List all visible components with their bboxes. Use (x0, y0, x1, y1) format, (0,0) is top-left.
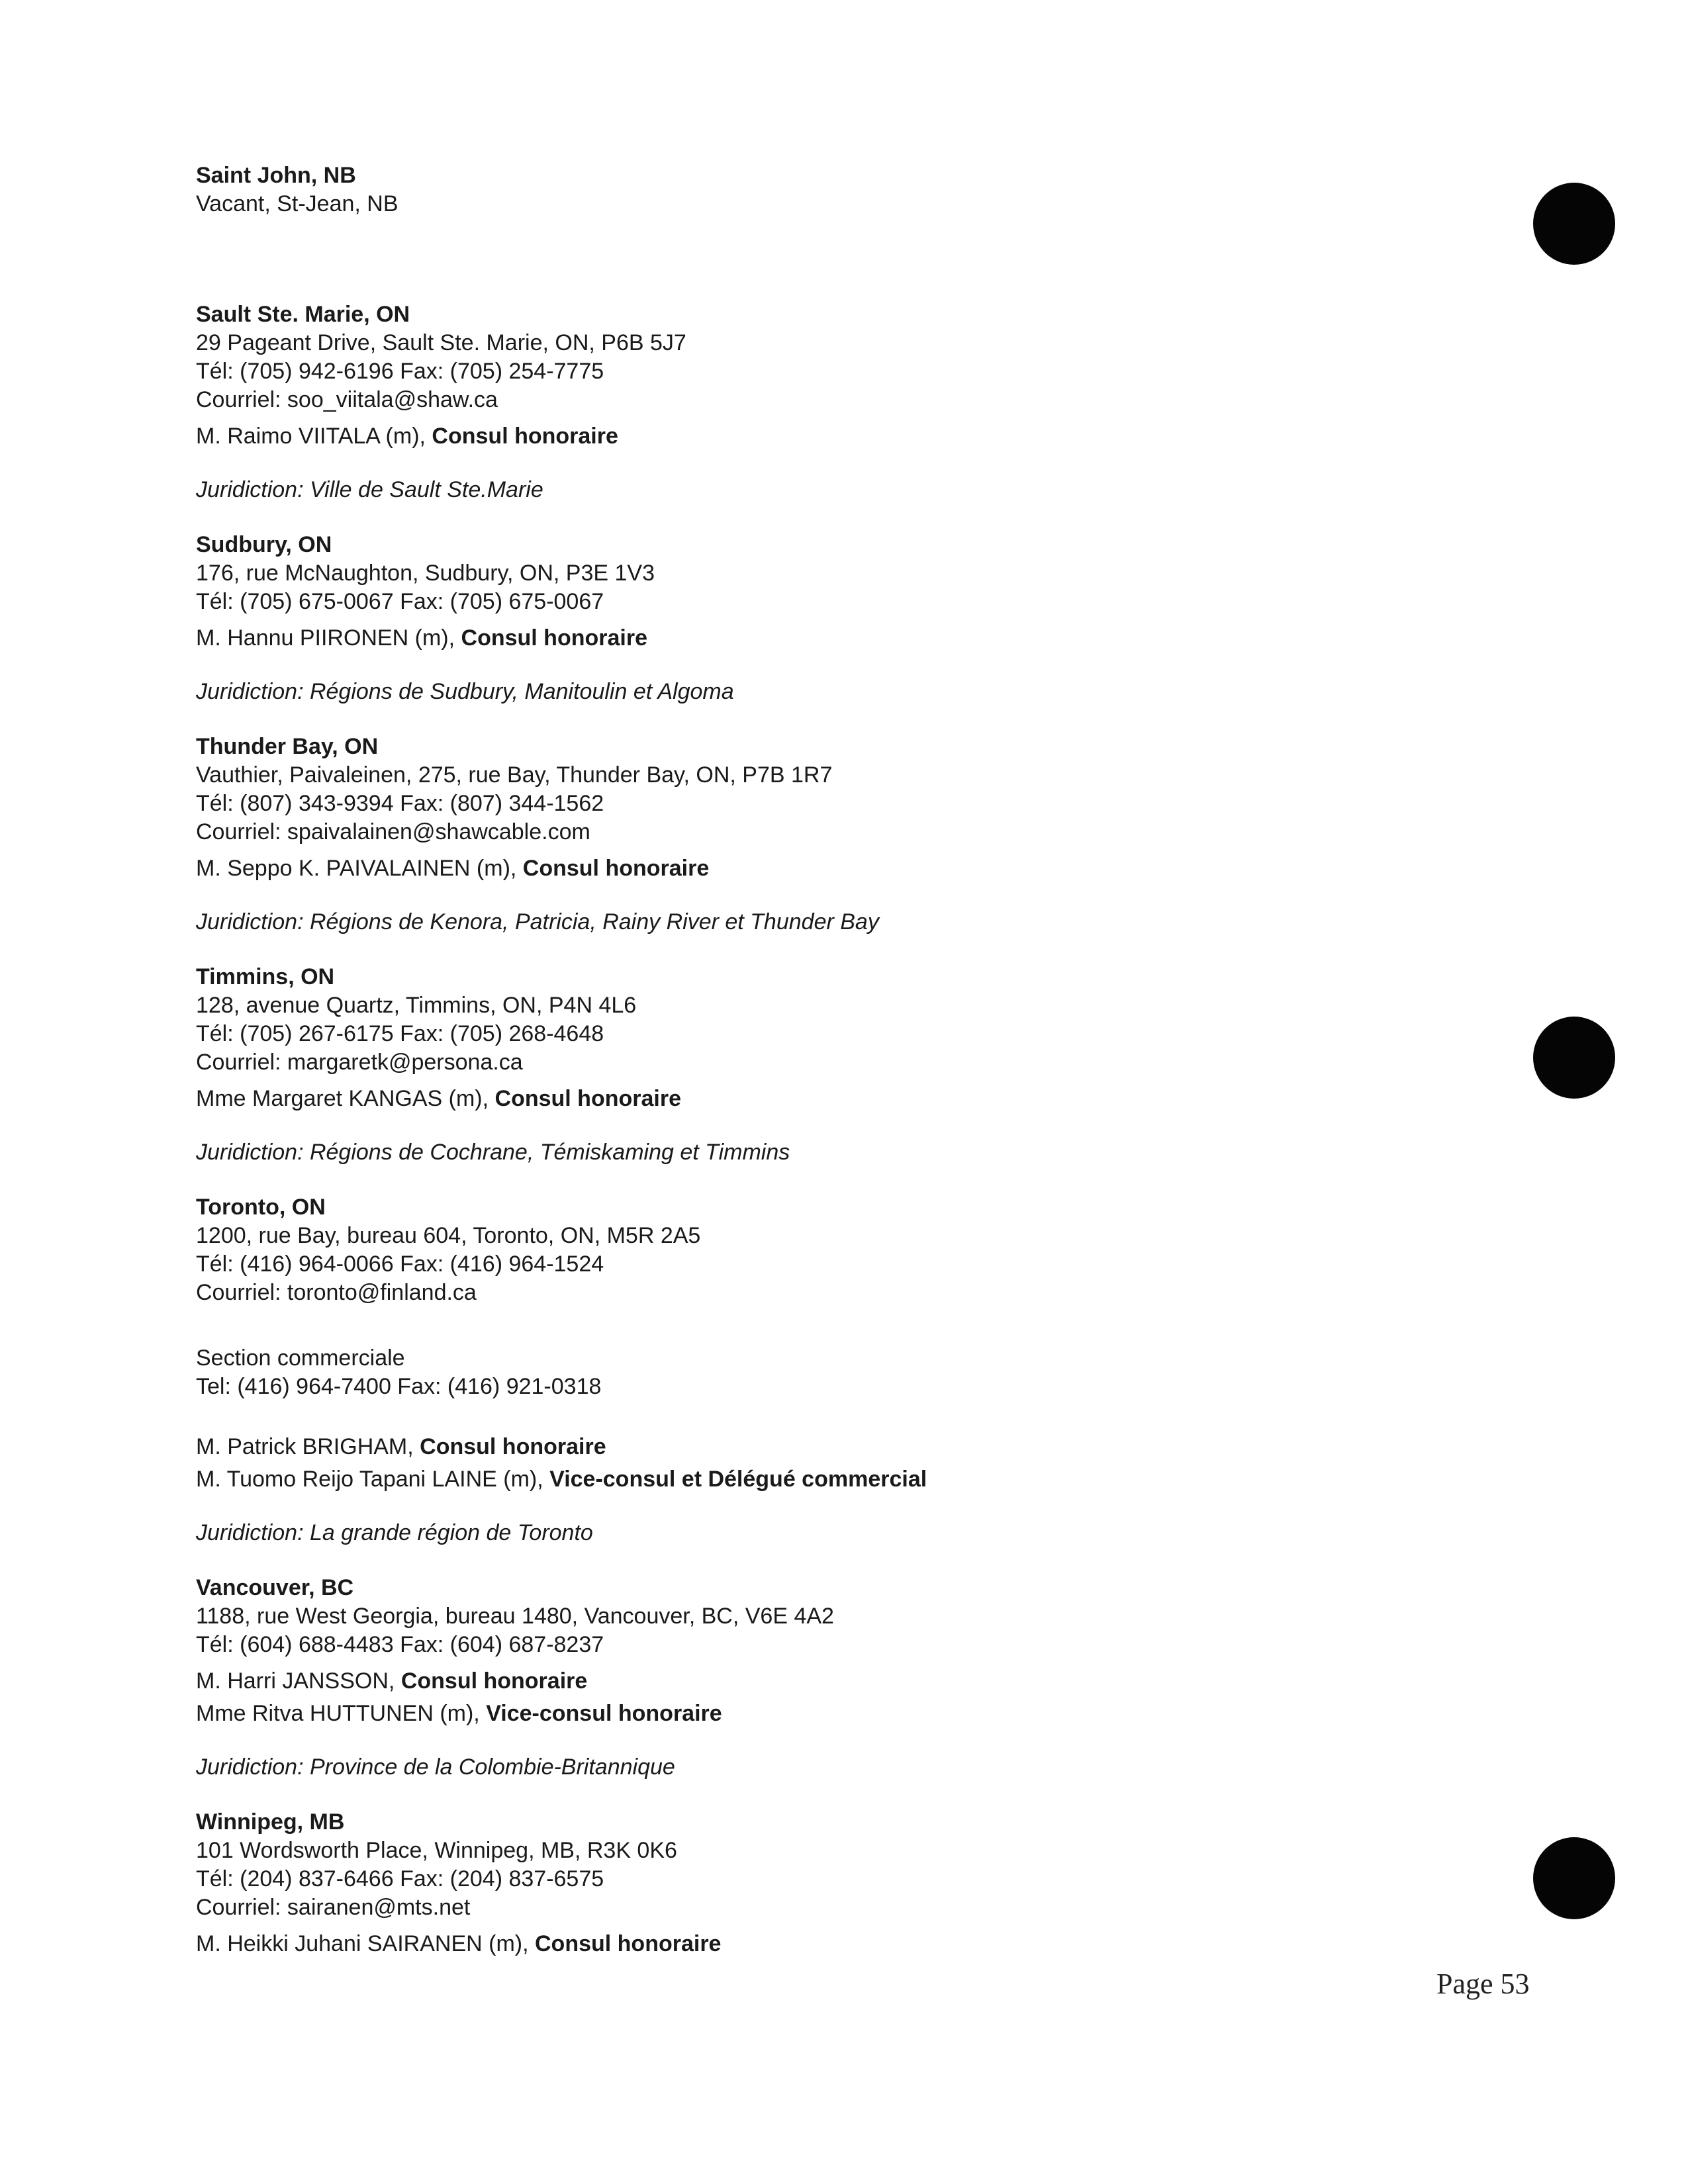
person-name: M. Tuomo Reijo Tapani LAINE (m), (196, 1467, 550, 1492)
person-title: Consul honoraire (400, 1668, 588, 1694)
person-title: Consul honoraire (461, 625, 647, 651)
person-title: Consul honoraire (535, 1931, 722, 1956)
address-line: 101 Wordsworth Place, Winnipeg, MB, R3K 0K6 (196, 1838, 677, 1863)
jurisdiction: Juridiction: Régions de Cochrane, Témiskaming et Timmins (196, 1140, 790, 1165)
phone-line: Tél: (807) 343-9394 Fax: (807) 344-1562 (196, 791, 604, 816)
email-line: Courriel: sairanen@mts.net (196, 1895, 471, 1920)
phone-line: Tél: (204) 837-6466 Fax: (204) 837-6575 (196, 1866, 604, 1891)
person-name: M. Seppo K. PAIVALAINEN (m), (196, 856, 523, 881)
address-line: 29 Pageant Drive, Sault Ste. Marie, ON, P6B 5J7 (196, 330, 686, 355)
email-line: Courriel: soo_viitala@shaw.ca (196, 387, 498, 412)
entry-sault-ste-marie (196, 300, 1454, 504)
commercial-section (196, 1344, 1454, 1401)
document-body (196, 161, 1454, 1985)
address-line: Vacant, St-Jean, NB (196, 191, 399, 216)
person-name: M. Hannu PIIRONEN (m), (196, 625, 461, 651)
section-label: Section commerciale (196, 1345, 405, 1371)
phone-line: Tél: (604) 688-4483 Fax: (604) 687-8237 (196, 1632, 604, 1657)
person-title: Consul honoraire (432, 424, 618, 449)
address-line: 1200, rue Bay, bureau 604, Toronto, ON, M5R 2A5 (196, 1223, 701, 1248)
section-phone-line: Tel: (416) 964-7400 Fax: (416) 921-0318 (196, 1374, 602, 1399)
person-name: M. Patrick BRIGHAM, (196, 1434, 420, 1459)
vice-consul-line (196, 1465, 1454, 1494)
vice-consul-line (196, 1700, 1454, 1728)
consul-line (196, 1433, 1454, 1461)
person-title: Consul honoraire (420, 1434, 606, 1459)
jurisdiction: Juridiction: La grande région de Toronto (196, 1520, 593, 1545)
address-line: 1188, rue West Georgia, bureau 1480, Vancouver, BC, V6E 4A2 (196, 1604, 834, 1629)
person-name: M. Raimo VIITALA (m), (196, 424, 432, 449)
person-title: Vice-consul et Délégué commercial (549, 1467, 927, 1492)
person-title: Consul honoraire (494, 1086, 681, 1111)
entry-sudbury (196, 531, 1454, 706)
address-line: 128, avenue Quartz, Timmins, ON, P4N 4L6 (196, 993, 637, 1018)
city-heading: Sault Ste. Marie, ON (196, 302, 410, 327)
consul-line (196, 1085, 1454, 1113)
consul-line (196, 1930, 1454, 1958)
address-line: 176, rue McNaughton, Sudbury, ON, P3E 1V3 (196, 561, 655, 586)
entry-saint-john (196, 161, 1454, 218)
person-name: M. Harri JANSSON, (196, 1668, 401, 1694)
city-heading: Vancouver, BC (196, 1575, 354, 1600)
person-title: Consul honoraire (522, 856, 710, 881)
address-line: Vauthier, Paivaleinen, 275, rue Bay, Thunder Bay, ON, P7B 1R7 (196, 762, 833, 788)
email-line: Courriel: toronto@finland.ca (196, 1280, 477, 1305)
person-name: M. Heikki Juhani SAIRANEN (m), (196, 1931, 535, 1956)
city-heading: Toronto, ON (196, 1195, 326, 1220)
entry-toronto (196, 1193, 1454, 1547)
binder-hole-bottom (1533, 1837, 1615, 1919)
consul-line (196, 1667, 1454, 1696)
binder-hole-middle (1533, 1017, 1615, 1099)
phone-line: Tél: (705) 675-0067 Fax: (705) 675-0067 (196, 589, 604, 614)
person-title: Vice-consul honoraire (486, 1701, 722, 1726)
consul-line (196, 624, 1454, 653)
entry-thunder-bay (196, 733, 1454, 936)
person-name: Mme Margaret KANGAS (m), (196, 1086, 495, 1111)
email-line: Courriel: margaretk@persona.ca (196, 1050, 523, 1075)
city-heading: Sudbury, ON (196, 532, 332, 557)
city-heading: Saint John, NB (196, 163, 356, 188)
email-line: Courriel: spaivalainen@shawcable.com (196, 819, 590, 844)
city-heading: Winnipeg, MB (196, 1809, 345, 1835)
phone-line: Tél: (705) 267-6175 Fax: (705) 268-4648 (196, 1021, 604, 1046)
consul-line (196, 422, 1454, 451)
city-heading: Timmins, ON (196, 964, 335, 989)
consul-line (196, 854, 1454, 883)
jurisdiction: Juridiction: Régions de Sudbury, Manitoulin et Algoma (196, 679, 734, 704)
page-number: Page 53 (1436, 1968, 1530, 2000)
phone-line: Tél: (416) 964-0066 Fax: (416) 964-1524 (196, 1251, 604, 1277)
entry-winnipeg (196, 1808, 1454, 1958)
city-heading: Thunder Bay, ON (196, 734, 379, 759)
entry-timmins (196, 963, 1454, 1167)
jurisdiction: Juridiction: Ville de Sault Ste.Marie (196, 477, 543, 502)
binder-hole-top (1533, 183, 1615, 265)
jurisdiction: Juridiction: Régions de Kenora, Patricia, Rainy River et Thunder Bay (196, 909, 879, 934)
entry-vancouver (196, 1574, 1454, 1782)
jurisdiction: Juridiction: Province de la Colombie-Britannique (196, 1754, 675, 1780)
person-name: Mme Ritva HUTTUNEN (m), (196, 1701, 487, 1726)
phone-line: Tél: (705) 942-6196 Fax: (705) 254-7775 (196, 359, 604, 384)
